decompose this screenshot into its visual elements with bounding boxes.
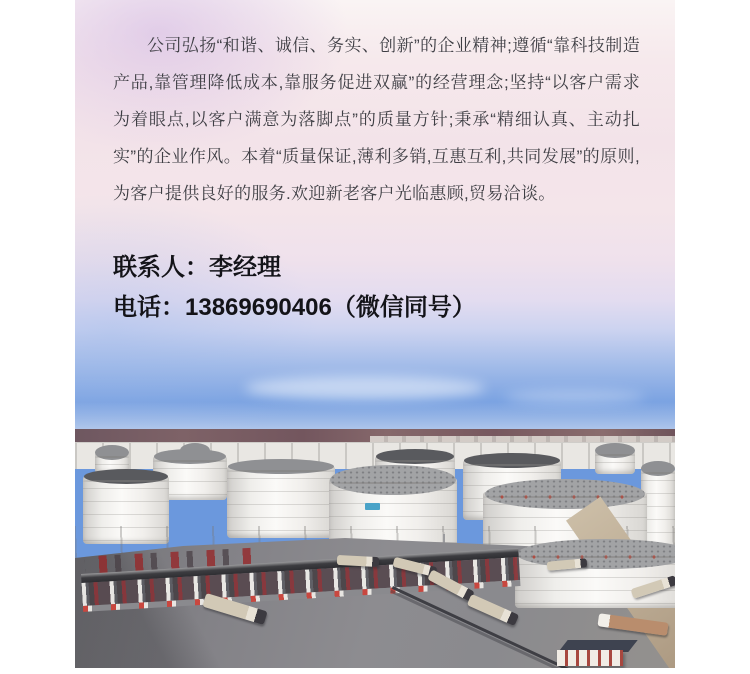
tank-rim-markers [490,494,641,500]
sky-haze [75,402,675,430]
cloud [505,390,645,404]
contact-phone-note: （微信同号） [331,294,476,321]
tank-farm-photo [75,0,675,668]
tank-rim-markers [522,554,675,560]
tanker-truck [337,555,379,567]
gatehouse-wall [557,650,623,666]
tank-logo-plate [365,503,380,510]
gatehouse-building [557,640,637,668]
contact-phone-label: 电话： [113,294,185,321]
content-column [75,0,675,668]
storage-tank [595,450,635,474]
bottom-margin [0,668,750,674]
company-intro-paragraph: 公司弘扬“和谐、诚信、务实、创新”的企业精神;遵循“靠科技制造产品,靠管理降低成本,靠服务促进双赢”的经营理念;坚持“以客户需求为着眼点,以客户满意为落脚点”的质量方针;秉承“精细认真、主动扎实”的企业作风。本着“质量保证,薄利多销,互惠互利,共同发展”的原则,为客户提供良好的服务.欢迎新老客户光临惠顾,贸易洽谈。 [113,36,640,203]
contact-person-label: 联系人： [113,254,209,281]
storage-tank [515,552,675,608]
contact-phone-number: 13869690406 [185,294,332,321]
cloud [245,376,485,400]
contact-person-name: 李经理 [209,254,281,281]
